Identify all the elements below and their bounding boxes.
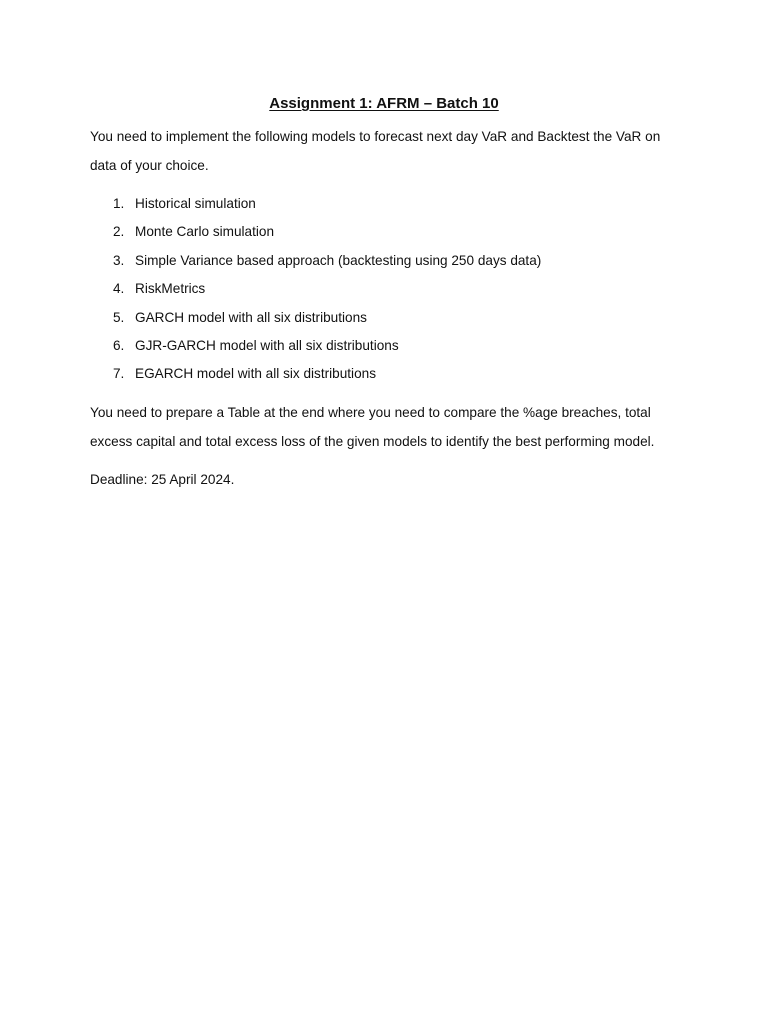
intro-paragraph: You need to implement the following models to forecast next day VaR and Backtest the VaR on data of your choice.	[90, 129, 661, 173]
list-item-text: Historical simulation	[135, 196, 256, 211]
list-item-number: 7.	[113, 366, 125, 382]
list-item-text: Monte Carlo simulation	[135, 224, 275, 240]
list-item-number: 5.	[113, 309, 125, 325]
list-item-number: 3.	[113, 252, 125, 268]
document-title-block	[0, 92, 768, 116]
list-item-text: Simple Variance based approach (backtesting using 250 days data)	[135, 252, 542, 268]
list-item-text: RiskMetrics	[135, 281, 206, 297]
document-title: Assignment 1: AFRM – Batch 10	[269, 95, 499, 112]
list-item-text: GARCH model with all six distributions	[135, 309, 367, 325]
list-item-text: EGARCH model with all six distributions	[135, 366, 376, 382]
list-item-number: 4.	[113, 281, 125, 297]
list-item-number: 6.	[113, 337, 125, 353]
table-instruction-paragraph: You need to prepare a Table at the end where you need to compare the %age breaches, total excess capital and total excess loss of the given models to identify the best performing model.	[90, 405, 655, 449]
list-item-text: GJR-GARCH model with all six distributions	[135, 337, 399, 353]
list-item-number: 2.	[113, 224, 125, 240]
deadline-text: Deadline: 25 April 2024.	[90, 472, 235, 487]
list-item-number: 1.	[113, 196, 125, 211]
